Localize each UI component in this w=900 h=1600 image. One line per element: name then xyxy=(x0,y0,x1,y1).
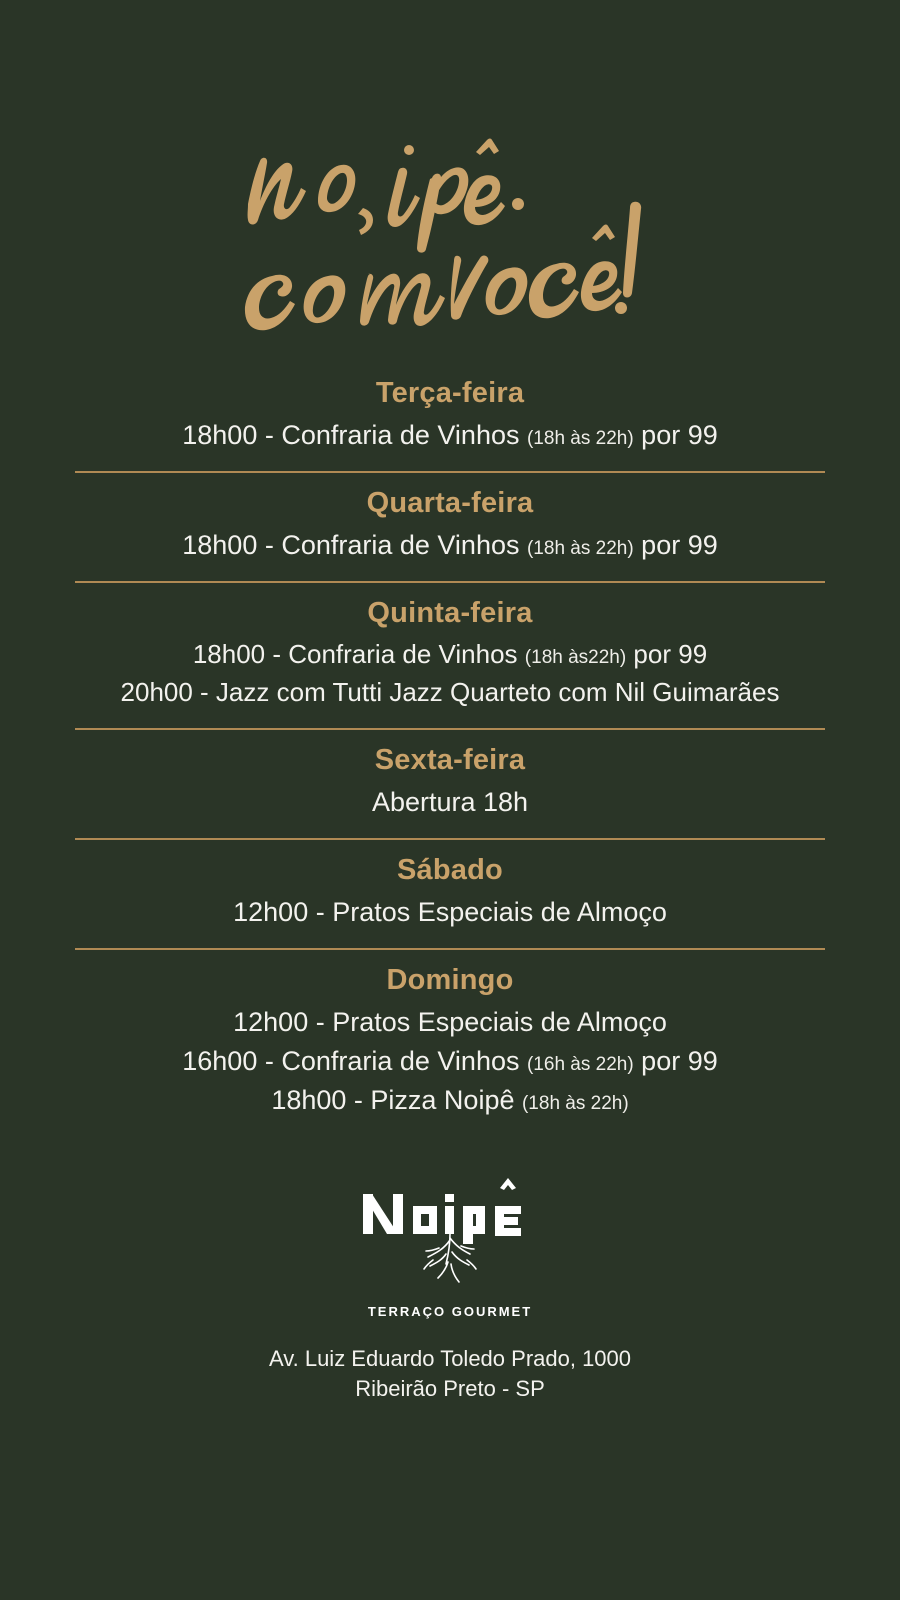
day-line-price: por 99 xyxy=(633,1046,718,1077)
divider xyxy=(75,728,825,730)
day-title: Quarta-feira xyxy=(366,487,534,520)
day-title: Domingo xyxy=(386,963,514,996)
schedule-list xyxy=(75,377,825,1130)
day-block-sabado xyxy=(75,854,825,942)
day-line xyxy=(75,1081,825,1120)
day-line xyxy=(75,674,825,712)
day-line-hours: (18h às 22h) xyxy=(521,1093,629,1115)
hero-script-logo xyxy=(240,108,660,343)
day-line xyxy=(75,1042,825,1081)
brand-tagline: TERRAÇO GOURMET xyxy=(367,1304,533,1320)
day-line-main: 18h00 - Confraria de Vinhos xyxy=(192,639,525,670)
divider xyxy=(75,581,825,583)
day-block-sexta xyxy=(75,744,825,832)
divider xyxy=(75,838,825,840)
day-title: Quinta-feira xyxy=(367,597,533,630)
day-title: Terça-feira xyxy=(375,377,525,409)
day-block-quarta xyxy=(75,487,825,575)
day-line xyxy=(75,783,825,822)
day-line-main: 12h00 - Pratos Especiais de Almoço xyxy=(233,1006,667,1037)
day-line xyxy=(75,636,825,674)
day-block-domingo xyxy=(75,964,825,1130)
day-line-main: 18h00 - Confraria de Vinhos xyxy=(182,530,527,561)
day-line-hours: (18h às22h) xyxy=(524,647,627,669)
day-line-main: 18h00 - Confraria de Vinhos xyxy=(182,420,527,450)
day-line-main: 18h00 - Pizza Noipê xyxy=(271,1085,522,1116)
day-line xyxy=(75,1003,825,1042)
address-block xyxy=(269,1344,631,1403)
address-line-1: Av. Luiz Eduardo Toledo Prado, 1000 xyxy=(268,1346,632,1372)
day-block-terca xyxy=(75,377,825,465)
day-line-main: 16h00 - Confraria de Vinhos xyxy=(182,1046,527,1077)
divider xyxy=(75,471,825,473)
day-line-price: por 99 xyxy=(626,639,708,670)
address-line-2: Ribeirão Preto - SP xyxy=(355,1376,545,1402)
day-title: Sexta-feira xyxy=(374,743,526,776)
day-block-quinta xyxy=(75,597,825,721)
day-line-hours: (18h às 22h) xyxy=(526,538,634,560)
day-title: Sábado xyxy=(397,853,503,886)
divider xyxy=(75,948,825,950)
day-line-hours: (18h às 22h) xyxy=(526,428,634,449)
brand-logo xyxy=(355,1176,545,1326)
day-line xyxy=(75,526,825,565)
day-line-price: por 99 xyxy=(633,530,718,561)
day-line-main: 20h00 - Jazz com Tutti Jazz Quarteto com Nil Guimarães xyxy=(120,676,780,707)
day-line xyxy=(75,893,825,932)
day-line-price: por 99 xyxy=(633,420,718,450)
day-line-hours: (16h às 22h) xyxy=(526,1054,634,1076)
day-line-main: Abertura 18h xyxy=(371,786,529,817)
day-line xyxy=(75,416,825,455)
day-line-main: 12h00 - Pratos Especiais de Almoço xyxy=(233,896,667,927)
